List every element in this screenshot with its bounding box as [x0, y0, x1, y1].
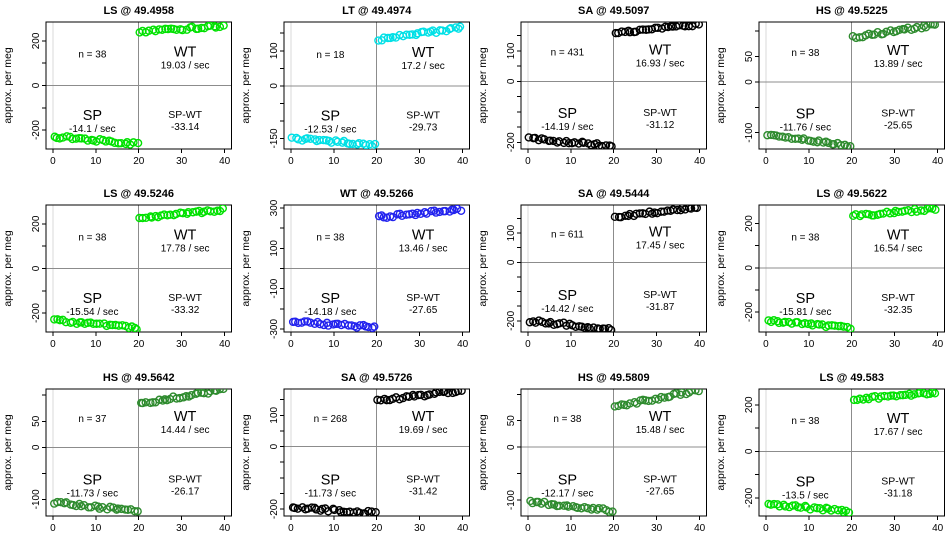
sp-rate-value: -14.18 / sec: [303, 307, 356, 319]
sp-quadrant-label: SP: [82, 291, 103, 308]
data-point: [135, 140, 142, 147]
spwt-quadrant-label: SP-WT: [405, 293, 440, 305]
wt-quadrant-label: WT: [173, 228, 197, 245]
x-tick-label: 30: [651, 522, 663, 534]
sp-quadrant-label: SP: [557, 288, 578, 305]
spwt-diff-value: -29.73: [408, 122, 437, 134]
spwt-diff-value: -25.65: [883, 120, 912, 132]
spwt-quadrant-label: SP-WT: [405, 473, 440, 485]
sample-count-label: n = 268: [313, 413, 347, 425]
spwt-quadrant-label: SP-WT: [168, 110, 203, 122]
x-tick-label: 30: [888, 522, 900, 534]
subplot-panel: [238, 183, 476, 366]
x-tick-label: 40: [694, 155, 706, 167]
y-tick-label: -300: [268, 319, 280, 340]
subplot-panel: [713, 183, 950, 366]
spwt-diff-value: -33.32: [170, 305, 200, 317]
x-tick-label: 20: [845, 155, 857, 167]
spwt-quadrant-label: SP-WT: [643, 474, 678, 486]
panel-title: LT @ 49.4974: [341, 4, 411, 17]
subplot-panel: [238, 367, 476, 550]
sp-quadrant-label: SP: [320, 108, 340, 125]
sp-rate-value: -14.19 / sec: [541, 122, 594, 134]
x-tick-label: 20: [133, 339, 145, 351]
y-tick-label: 0: [506, 259, 518, 266]
x-tick-label: 20: [133, 155, 145, 167]
sp-rate-value: -13.5 / sec: [781, 490, 829, 502]
x-tick-label: 40: [456, 155, 468, 167]
x-tick-label: 10: [327, 522, 339, 534]
sp-rate-value: -12.17 / sec: [541, 488, 594, 500]
y-tick-label: -100: [268, 278, 280, 299]
sp-quadrant-label: SP: [795, 106, 815, 123]
spwt-diff-value: -32.35: [883, 305, 912, 317]
x-tick-label: 40: [931, 339, 943, 351]
panel-canvas: [713, 0, 950, 183]
y-tick-label: -200: [506, 132, 518, 153]
subplot-panel: [238, 0, 476, 183]
wt-quadrant-label: WT: [648, 42, 672, 59]
sp-rate-value: -11.73 / sec: [304, 487, 356, 499]
x-tick-label: 20: [845, 339, 857, 351]
sp-quadrant-label: SP: [557, 106, 578, 123]
subplot-panel: [475, 183, 713, 366]
spwt-diff-value: -27.65: [408, 305, 437, 317]
x-tick-label: 30: [176, 522, 188, 534]
wt-quadrant-label: WT: [411, 408, 434, 425]
panel-title: LS @ 49.5622: [815, 188, 887, 201]
y-tick-label: 100: [268, 240, 280, 258]
subplot-panel: [475, 0, 713, 183]
sp-quadrant-label: SP: [320, 291, 340, 308]
y-axis-label: approx. per meg: [3, 230, 15, 308]
spwt-quadrant-label: SP-WT: [168, 474, 203, 486]
y-tick-label: 0: [743, 79, 755, 85]
x-tick-label: 0: [287, 522, 294, 534]
y-axis-label: approx. per meg: [240, 47, 252, 124]
y-tick-label: 300: [268, 200, 280, 217]
data-point: [456, 23, 463, 30]
x-tick-label: 40: [931, 522, 943, 534]
x-tick-label: 40: [694, 522, 706, 534]
y-tick-label: -200: [506, 311, 518, 332]
y-axis-label: approx. per meg: [478, 47, 490, 124]
panel-canvas: [0, 0, 238, 183]
y-tick-label: 100: [268, 42, 280, 60]
spwt-quadrant-label: SP-WT: [168, 293, 203, 305]
y-axis-label: approx. per meg: [715, 413, 727, 491]
subplot-panel: [0, 0, 238, 183]
sp-quadrant-label: SP: [795, 291, 815, 308]
wt-quadrant-label: WT: [886, 410, 909, 427]
x-tick-label: 40: [456, 522, 468, 534]
wt-rate-value: 16.93 / sec: [635, 58, 685, 70]
panel-canvas: [713, 183, 950, 366]
x-tick-label: 20: [608, 155, 620, 167]
y-tick-label: -100: [743, 122, 755, 143]
sample-count-label: n = 38: [553, 413, 582, 425]
panel-canvas: [238, 183, 476, 366]
sp-quadrant-label: SP: [795, 474, 815, 491]
spwt-quadrant-label: SP-WT: [880, 476, 915, 488]
wt-rate-value: 16.54 / sec: [873, 243, 923, 255]
spwt-diff-value: -27.65: [645, 486, 675, 498]
y-tick-label: 0: [743, 448, 755, 454]
x-tick-label: 0: [50, 339, 56, 351]
spwt-quadrant-label: SP-WT: [880, 293, 915, 305]
panel-title: SA @ 49.5097: [578, 4, 650, 17]
panel-canvas: [0, 183, 238, 366]
sp-rate-value: -11.73 / sec: [66, 488, 119, 500]
spwt-diff-value: -33.14: [170, 122, 200, 134]
y-tick-label: 100: [506, 225, 518, 242]
sample-count-label: n = 37: [78, 413, 107, 425]
y-tick-label: 100: [268, 406, 280, 424]
x-tick-label: 0: [762, 522, 769, 534]
y-tick-label: 100: [506, 42, 518, 60]
wt-rate-value: 19.69 / sec: [398, 424, 448, 436]
sp-rate-value: -14.42 / sec: [541, 304, 594, 316]
x-tick-label: 0: [50, 155, 56, 167]
x-tick-label: 10: [90, 522, 102, 534]
y-tick-label: 200: [31, 32, 43, 50]
spwt-diff-value: -26.17: [170, 486, 200, 498]
spwt-quadrant-label: SP-WT: [643, 290, 678, 302]
y-axis-label: approx. per meg: [715, 230, 727, 308]
x-tick-label: 0: [762, 339, 769, 351]
y-tick-label: 50: [506, 414, 518, 426]
panel-canvas: [238, 367, 476, 550]
wt-rate-value: 17.78 / sec: [160, 244, 210, 256]
wt-quadrant-label: WT: [411, 44, 434, 61]
y-tick-label: -200: [31, 120, 43, 141]
y-tick-label: -100: [506, 489, 518, 510]
x-tick-label: 0: [762, 155, 769, 167]
x-tick-label: 20: [845, 522, 857, 534]
wt-rate-value: 17.45 / sec: [635, 241, 685, 253]
y-tick-label: -200: [743, 302, 755, 323]
y-axis-label: approx. per meg: [715, 47, 727, 124]
panel-title: WT @ 49.5266: [339, 188, 414, 201]
wt-rate-value: 15.48 / sec: [635, 424, 685, 436]
spwt-diff-value: -31.87: [645, 302, 675, 314]
y-axis-label: approx. per meg: [478, 230, 490, 308]
y-tick-label: 0: [31, 82, 43, 89]
x-tick-label: 30: [413, 522, 425, 534]
x-tick-label: 30: [413, 155, 425, 167]
x-tick-label: 10: [565, 339, 577, 351]
sp-quadrant-label: SP: [82, 108, 103, 125]
x-tick-label: 0: [525, 155, 531, 167]
spwt-diff-value: -31.42: [408, 485, 437, 497]
wt-rate-value: 19.03 / sec: [160, 60, 210, 72]
sp-quadrant-label: SP: [82, 472, 103, 489]
panel-canvas: [713, 367, 950, 550]
wt-rate-value: 14.44 / sec: [160, 424, 210, 436]
wt-quadrant-label: WT: [173, 44, 197, 61]
sample-count-label: n = 431: [550, 47, 585, 59]
sample-count-label: n = 611: [550, 230, 584, 242]
y-tick-label: 0: [743, 265, 755, 271]
spwt-diff-value: -31.12: [645, 120, 675, 132]
y-tick-label: 0: [506, 444, 518, 450]
sample-count-label: n = 38: [315, 233, 344, 245]
y-tick-label: -200: [268, 498, 280, 519]
x-tick-label: 0: [50, 522, 56, 534]
x-tick-label: 0: [525, 522, 531, 534]
x-tick-label: 0: [287, 155, 294, 167]
x-tick-label: 40: [219, 339, 231, 351]
panel-canvas: [475, 367, 713, 550]
wt-rate-value: 17.2 / sec: [400, 60, 445, 72]
x-tick-label: 10: [802, 522, 814, 534]
sp-rate-value: -15.81 / sec: [778, 307, 831, 319]
wt-quadrant-label: WT: [173, 408, 197, 425]
x-tick-label: 30: [651, 155, 663, 167]
y-axis-label: approx. per meg: [240, 413, 252, 491]
x-tick-label: 10: [565, 155, 577, 167]
y-tick-label: 0: [268, 443, 280, 449]
y-tick-label: -150: [268, 128, 280, 149]
subplot-panel: [0, 183, 238, 366]
x-tick-label: 10: [802, 339, 814, 351]
panel-title: LS @ 49.4958: [103, 4, 175, 17]
sp-rate-value: -14.1 / sec: [69, 124, 116, 136]
x-tick-label: 10: [565, 522, 577, 534]
panel-title: SA @ 49.5444: [578, 188, 650, 201]
sample-count-label: n = 38: [78, 233, 107, 245]
x-tick-label: 40: [456, 339, 468, 351]
sample-count-label: n = 38: [790, 232, 819, 244]
panel-title: HS @ 49.5642: [102, 371, 175, 384]
x-tick-label: 10: [802, 155, 814, 167]
sp-rate-value: -15.54 / sec: [66, 307, 119, 319]
subplot-panel: [475, 367, 713, 550]
subplot-panel: [713, 367, 950, 550]
x-tick-label: 20: [133, 522, 145, 534]
y-tick-label: 200: [743, 215, 755, 233]
panel-canvas: [238, 0, 476, 183]
x-tick-label: 10: [90, 155, 102, 167]
x-tick-label: 10: [327, 339, 339, 351]
x-tick-label: 20: [370, 522, 382, 534]
wt-rate-value: 13.46 / sec: [398, 244, 448, 256]
x-tick-label: 40: [219, 522, 231, 534]
y-axis-label: approx. per meg: [3, 413, 15, 491]
sp-quadrant-label: SP: [320, 471, 340, 488]
x-tick-label: 20: [370, 339, 382, 351]
wt-quadrant-label: WT: [886, 42, 909, 59]
x-tick-label: 40: [931, 155, 943, 167]
wt-rate-value: 17.67 / sec: [873, 426, 923, 438]
y-tick-label: 50: [31, 415, 43, 427]
subplot-panel: [0, 367, 238, 550]
sample-count-label: n = 38: [790, 415, 819, 427]
x-tick-label: 30: [176, 339, 188, 351]
sample-count-label: n = 18: [315, 49, 344, 61]
x-tick-label: 10: [327, 155, 339, 167]
y-tick-label: 200: [743, 396, 755, 413]
sample-count-label: n = 38: [78, 49, 107, 61]
y-tick-label: -100: [31, 489, 43, 509]
y-tick-label: 0: [31, 266, 43, 272]
spwt-quadrant-label: SP-WT: [880, 108, 915, 120]
y-axis-label: approx. per meg: [478, 413, 490, 491]
x-tick-label: 30: [176, 155, 188, 167]
wt-quadrant-label: WT: [648, 225, 672, 242]
x-tick-label: 30: [651, 339, 663, 351]
panel-title: LS @ 49.5246: [103, 188, 175, 201]
x-tick-label: 40: [694, 339, 706, 351]
panel-title: HS @ 49.5809: [577, 371, 650, 384]
wt-quadrant-label: WT: [411, 228, 434, 245]
spwt-quadrant-label: SP-WT: [405, 110, 440, 122]
panel-canvas: [0, 367, 238, 550]
y-tick-label: 0: [268, 83, 280, 89]
spwt-diff-value: -31.18: [883, 488, 912, 500]
wt-rate-value: 13.89 / sec: [873, 58, 923, 70]
y-axis-label: approx. per meg: [3, 47, 15, 124]
sample-count-label: n = 38: [790, 47, 819, 59]
x-tick-label: 30: [888, 155, 900, 167]
y-tick-label: 0: [506, 78, 518, 85]
y-tick-label: 0: [31, 444, 43, 450]
sp-rate-value: -11.76 / sec: [779, 122, 831, 134]
sp-rate-value: -12.53 / sec: [303, 124, 356, 136]
spwt-quadrant-label: SP-WT: [643, 108, 678, 120]
panel-title: HS @ 49.5225: [815, 4, 888, 17]
panel-canvas: [475, 183, 713, 366]
x-tick-label: 0: [525, 339, 531, 351]
x-tick-label: 20: [608, 522, 620, 534]
y-tick-label: 200: [31, 215, 43, 233]
y-tick-label: 50: [743, 50, 755, 63]
panel-title: LS @ 49.583: [819, 371, 884, 384]
x-tick-label: 30: [888, 339, 900, 351]
panel-title: SA @ 49.5726: [340, 371, 412, 384]
panel-canvas: [475, 0, 713, 183]
x-tick-label: 30: [413, 339, 425, 351]
x-tick-label: 20: [370, 155, 382, 167]
sp-quadrant-label: SP: [557, 472, 578, 489]
wt-quadrant-label: WT: [648, 408, 672, 425]
y-tick-label: -200: [743, 487, 755, 508]
wt-quadrant-label: WT: [886, 227, 909, 244]
subplot-panel: [713, 0, 950, 183]
x-tick-label: 0: [287, 339, 294, 351]
x-tick-label: 10: [90, 339, 102, 351]
x-tick-label: 20: [608, 339, 620, 351]
y-axis-label: approx. per meg: [240, 230, 252, 308]
y-tick-label: -200: [31, 303, 43, 324]
x-tick-label: 40: [219, 155, 231, 167]
